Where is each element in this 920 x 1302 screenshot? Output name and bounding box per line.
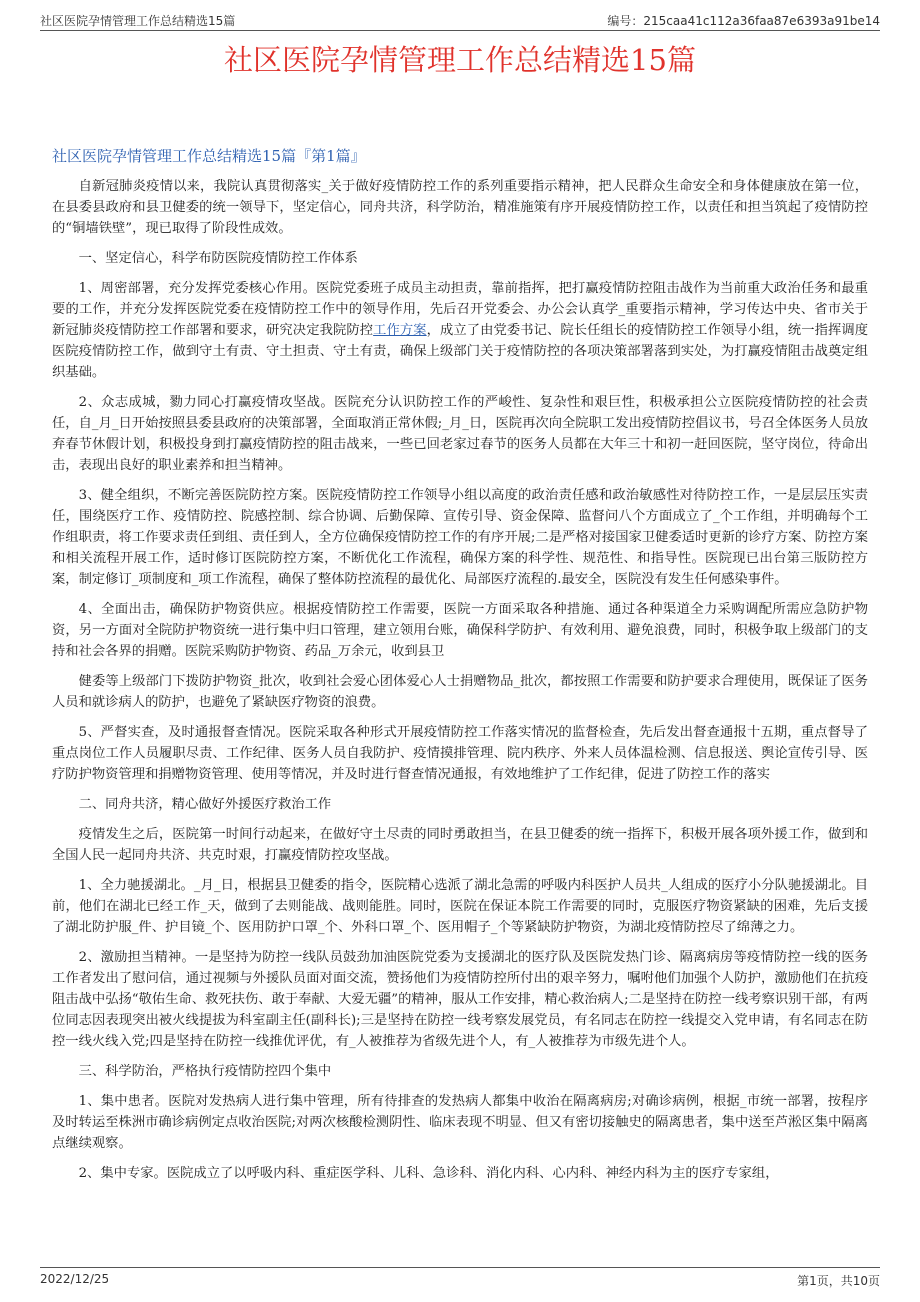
document-body bbox=[52, 176, 868, 1193]
footer-date: 2022/12/25 bbox=[40, 1272, 110, 1286]
paragraph-encourage: 2、激励担当精神。一是坚持为防控一线队员鼓劲加油医院党委为支援湖北的医疗队及医院发热门诊、隔离病房等疫情防控一线的医务工作者发出了慰问信，通过视频与外援队员面对面交流，赞扬他们为疫情防控所付出的艰辛努力，嘱咐他们加强个人防护，激励他们在抗疫阻击战中弘扬“敬佑生命、救死扶伤、敢于奉献、大爱无疆”的精神，服从工作安排，精心救治病人;二是坚持在防控一线考察识别干部，有两位同志因表现突出被火线提拔为科室副主任(副科长);三是坚持在防控一线考察发展党员，有名同志在防控一线提交入党申请，有名同志在防控一线火线入党;四是坚持在防控一线推优评优，有_人被推荐为省级先进个人，有_人被推荐为市级先进个人。 bbox=[52, 950, 868, 1049]
heading-three: 三、科学防治，严格执行疫情防控四个集中 bbox=[78, 1064, 332, 1079]
paragraph-item-1-text-b: ，成立了由党委书记、院长任组长的疫情防控工作领导小组，统一指挥调度医院疫情防控工作，做到守土有责、守土担责、守土有责，确保上级部门关于疫情防控的各项决策部署落到实处，为打赢疫情阻击战奠定组织基础。 bbox=[52, 323, 869, 380]
paragraph-item-4-cont: 健委等上级部门下拨防护物资_批次，收到社会爱心团体爱心人士捐赠物品_批次，都按照工作需要和防护要求合理使用，既保证了医务人员和就诊病人的防护，也避免了紧缺医疗物资的浪费。 bbox=[52, 674, 868, 710]
work-plan-link[interactable]: 工作方案 bbox=[373, 323, 427, 338]
header-doc-id: 编号：215caa41c112a36faa87e6393a91be14 bbox=[607, 14, 880, 28]
paragraph-patients: 1、集中患者。医院对发热病人进行集中管理，所有待排查的发热病人都集中收治在隔离病房;对确诊病例，根据_市统一部署，按程序及时转运至株洲市确诊病例定点收治医院;对两次核酸检测阴性、临床表现不明显、但又有密切接触史的隔离患者，集中送至芦淞区集中隔离点继续观察。 bbox=[52, 1094, 868, 1151]
paragraph-outbreak: 疫情发生之后，医院第一时间行动起来，在做好守土尽责的同时勇敢担当，在县卫健委的统一指挥下，积极开展各项外援工作，做到和全国人民一起同舟共济、共克时艰，打赢疫情防控攻坚战。 bbox=[52, 827, 868, 863]
paragraph-item-1 bbox=[52, 278, 868, 383]
footer-page-info: 第1页，共10页 bbox=[797, 1274, 880, 1288]
paragraph-support-hubei: 1、全力驰援湖北。_月_日，根据县卫健委的指令，医院精心选派了湖北急需的呼吸内科医护人员共_人组成的医疗小分队驰援湖北。目前，他们在湖北已经工作_天，做到了去则能战、战则能胜。同时，医院在保证本院工作需要的同时，克服医疗物资紧缺的困难，先后支援了湖北防护服_件、护目镜_个、医用防护口罩_个、外科口罩_个、医用帽子_个等紧缺防护物资，为湖北疫情防控尽了绵薄之力。 bbox=[52, 878, 868, 935]
header-doc-title: 社区医院孕情管理工作总结精选15篇 bbox=[40, 14, 236, 28]
paragraph-item-1-text-a: 1、周密部署，充分发挥党委核心作用。医院党委班子成员主动担责，靠前指挥，把打赢疫情防控阻击战作为当前重大政治任务和最重要的工作，并充分发挥医院党委在疫情防控工作中的领导作用，先后召开党委会、办公会认真学_重要指示精神，学习传达中央、省市关于新冠肺炎疫情防控工作部署和要求，研究决定我院防控 bbox=[52, 281, 868, 338]
section-heading: 社区医院孕情管理工作总结精选15篇『第1篇』 bbox=[52, 147, 366, 165]
paragraph-intro: 自新冠肺炎疫情以来，我院认真贯彻落实_关于做好疫情防控工作的系列重要指示精神，把人民群众生命安全和身体健康放在第一位，在县委县政府和县卫健委的统一领导下，坚定信心，同舟共济，科学防治，精准施策有序开展疫情防控工作，以责任和担当筑起了疫情防控的“铜墙铁壁”，现已取得了阶段性成效。 bbox=[52, 179, 868, 236]
paragraph-item-3: 3、健全组织，不断完善医院防控方案。医院疫情防控工作领导小组以高度的政治责任感和政治敏感性对待防控工作，一是层层压实责任，围绕医疗工作、疫情防控、院感控制、综合协调、后勤保障、宣传引导、资金保障、监督问八个方面成立了_个工作组，并明确每个工作组职责，将工作要求责任到组、责任到人，全方位确保疫情防控工作的有序开展;二是严格对接国家卫健委适时更新的诊疗方案、防控方案和相关流程开展工作，适时修订医院防控方案，不断优化工作流程，确保方案的科学性、规范性、和指导性。医院现已出台第三版防控方案，制定修订_项制度和_项工作流程，确保了整体防控流程的最优化、局部医疗流程的.最安全，医院没有发生任何感染事件。 bbox=[52, 488, 868, 587]
document-title: 社区医院孕情管理工作总结精选15篇 bbox=[224, 43, 696, 77]
paragraph-experts: 2、集中专家。医院成立了以呼吸内科、重症医学科、儿科、急诊科、消化内科、心内科、神经内科为主的医疗专家组， bbox=[78, 1166, 779, 1181]
heading-two: 二、同舟共济，精心做好外援医疗救治工作 bbox=[78, 797, 332, 812]
paragraph-item-5: 5、严督实查，及时通报督查情况。医院采取各种形式开展疫情防控工作落实情况的监督检查，先后发出督查通报十五期，重点督导了重点岗位工作人员履职尽责、工作纪律、医务人员自我防护、疫情摸排管理、院内秩序、外来人员体温检测、信息报送、舆论宣传引导、医疗防护物资管理和捐赠物资管理、使用等情况，并及时进行督查情况通报，有效地维护了工作纪律，促进了防控工作的落实 bbox=[52, 725, 868, 782]
heading-one: 一、坚定信心，科学布防医院疫情防控工作体系 bbox=[78, 251, 358, 266]
page-header bbox=[40, 8, 880, 31]
page-footer bbox=[40, 1267, 880, 1292]
paragraph-item-2: 2、众志成城，勠力同心打赢疫情攻坚战。医院充分认识防控工作的严峻性、复杂性和艰巨性，积极承担公立医院疫情防控的社会责任，自_月_日开始按照县委县政府的决策部署，全面取消正常休假;_月_日，医院再次向全院职工发出疫情防控倡议书，号召全体医务人员放弃春节休假计划，积极投身到打赢疫情防控的阻击战来，一些已回老家过春节的医务人员都在大年三十和初一赶回医院，坚守岗位，待命出击，表现出良好的职业素养和担当精神。 bbox=[52, 395, 868, 473]
paragraph-item-4: 4、全面出击，确保防护物资供应。根据疫情防控工作需要，医院一方面采取各种措施、通过各种渠道全力采购调配所需应急防护物资，另一方面对全院防护物资统一进行集中归口管理，建立领用台账，确保科学防护、有效利用、避免浪费，同时，积极争取上级部门的支持和社会各界的捐赠。医院采购防护物资、药品_万余元，收到县卫 bbox=[52, 602, 868, 659]
